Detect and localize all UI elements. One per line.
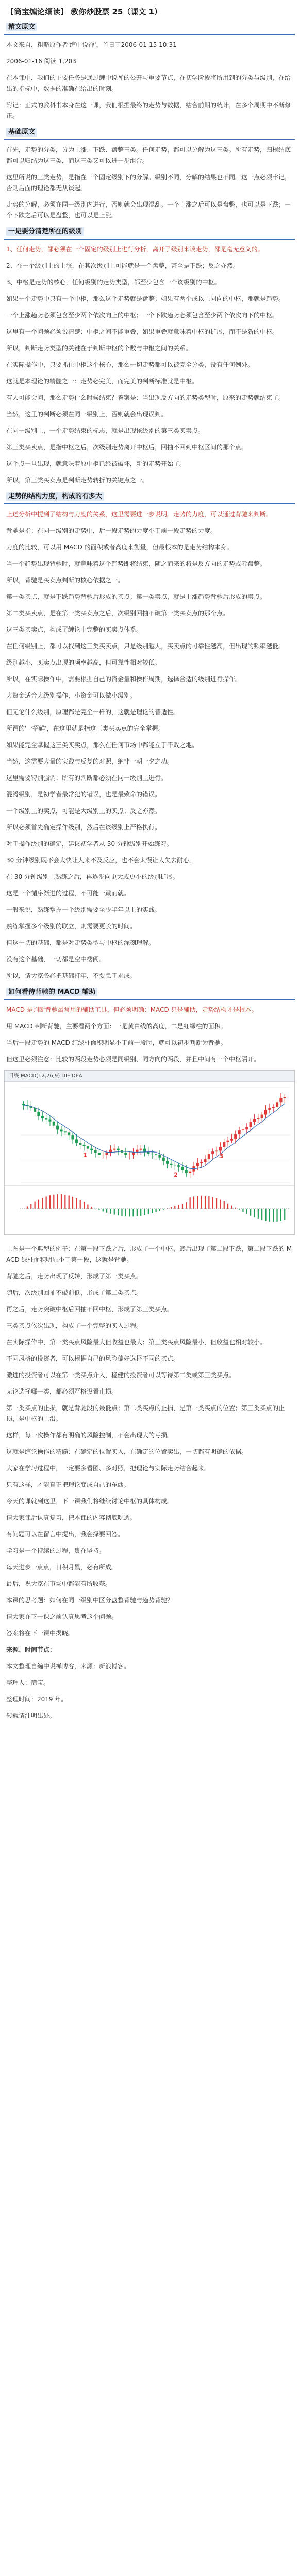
kline-canvas — [5, 1082, 295, 1234]
macd-histogram-bar — [242, 1209, 243, 1212]
candle-body — [227, 1141, 229, 1142]
paragraph: 力度的比较，可以用 MACD 的面积或者高度来衡量，但最根本的是走势结构本身。 — [6, 544, 233, 551]
macd-histogram-bar — [53, 1195, 54, 1209]
macd-histogram-bar — [30, 1204, 31, 1209]
macd-histogram-bar — [80, 1200, 81, 1209]
section-macd — [4, 987, 295, 1065]
paragraph: 30 分钟级别既不会太快让人来不及反应，也不会太慢让人失去耐心。 — [6, 857, 196, 864]
buy-point-label: 1 — [82, 1151, 87, 1159]
candle-body — [196, 1163, 199, 1166]
candle-body — [158, 1155, 161, 1158]
paragraph: 3、中枢是走势的核心，任何级别的走势类型，都至少包含一个该级别的中枢。 — [6, 279, 221, 286]
macd-histogram-bar — [49, 1195, 51, 1209]
article-meta: 2006-01-16 阅读 1,203 — [6, 58, 76, 65]
candle-body — [181, 1167, 184, 1170]
macd-histogram-bar — [106, 1209, 107, 1213]
paragraph: 只有这样，才能真正把理论变成自己的东西。 — [6, 1481, 130, 1488]
paragraph: 这样，每一次操作都有明确的风险控制，不会出现大的亏损。 — [6, 1432, 174, 1439]
paragraph: 用 MACD 判断背驰，主要看两个方面：一是黄白线的高度，二是红绿柱的面积。 — [6, 1023, 227, 1030]
buy-point-label: 3 — [219, 1153, 224, 1160]
paragraph: 当然，这里的判断必须在同一级别上，否则就会出现误判。 — [6, 411, 168, 418]
candle-body — [268, 1108, 271, 1109]
stock-kline-chart — [4, 1070, 295, 1235]
candle-body — [34, 1108, 36, 1112]
paragraph: 上述分析中提到了结构与力度的关系，这里需要进一步说明。走势的力度，可以通过背驰来判断。 — [6, 511, 273, 518]
paragraph: 第二类买卖点，是在第一类买卖点之后，次级别回抽不破第一类买卖点的那个点。 — [6, 609, 229, 617]
macd-histogram-bar — [190, 1197, 191, 1209]
macd-histogram-bar — [148, 1209, 149, 1214]
macd-histogram-bar — [27, 1206, 28, 1209]
macd-histogram-bar — [110, 1209, 111, 1214]
macd-histogram-bar — [64, 1195, 65, 1209]
candle-body — [68, 1132, 70, 1135]
candle-body — [98, 1153, 101, 1155]
paragraph: 每天进步一点点，日积月累，必有所成。 — [6, 1564, 118, 1571]
section-divider — [4, 239, 295, 240]
candle-body — [82, 1145, 85, 1146]
paragraph: 不同风格的投资者，可以根据自己的风险偏好选择不同的买点。 — [6, 1355, 180, 1362]
macd-histogram-bar — [254, 1209, 255, 1217]
macd-histogram-bar — [34, 1202, 35, 1209]
macd-histogram-bar — [84, 1202, 85, 1209]
candle-body — [87, 1146, 89, 1149]
macd-histogram-bar — [182, 1204, 183, 1209]
section-divider — [4, 34, 295, 35]
candle-body — [162, 1158, 165, 1161]
paragraph: 首先，走势的分类，分为上涨、下跌、盘整三类。任何走势，都可以分解为这三类。所有走势，归根结底都可以归结为这三类，而这三类又可以进一步组合。 — [6, 146, 291, 164]
macd-histogram-bar — [38, 1200, 39, 1209]
paragraph: 所谓的'一招鲜'，在这里就是指这三类买卖点的完全掌握。 — [6, 725, 164, 732]
paragraph: 有人可能会问，那么走势什么时候结束？答案是：当出现反方向的走势类型时，原来的走势就结束了。 — [6, 394, 285, 401]
section-heading: 一是要分清楚所在的级别 — [4, 226, 295, 238]
candle-body — [90, 1149, 93, 1150]
candle-body — [166, 1161, 169, 1163]
paragraph: 三类买点依次出现，构成了一个完整的买入过程。 — [6, 1322, 143, 1329]
candle-body — [223, 1142, 225, 1147]
candle-body — [238, 1130, 241, 1134]
section-divider — [4, 999, 295, 1000]
macd-histogram-bar — [284, 1209, 285, 1220]
macd-histogram-bar — [129, 1209, 130, 1216]
candle-body — [170, 1164, 172, 1165]
paragraph: 第一类买点的止损，就是背驰段的最低点；第二类买点的止损，是第一类买点的位置；第三类买点的止损，是中枢的上沿。 — [6, 1404, 285, 1422]
macd-histogram-bar — [258, 1209, 259, 1219]
paragraph: 如果一个走势中只有一个中枢，那么这个走势就是盘整；如果有两个或以上同向的中枢，那就是趋势。 — [6, 295, 285, 302]
paragraph: 学习是一个持续的过程，贵在坚持。 — [6, 1547, 106, 1554]
section-original-text — [4, 22, 295, 122]
paragraph: 大家在学习过程中，一定要多看图、多对照，把理论与实际走势结合起来。 — [6, 1465, 211, 1472]
candle-body — [177, 1165, 180, 1167]
paragraph: 所以，在实际操作中，需要根据自己的资金量和操作周期，选择合适的级别进行操作。 — [6, 675, 242, 683]
macd-histogram-bar — [87, 1205, 88, 1209]
section-heading: 基础原文 — [4, 127, 295, 138]
candle-body — [75, 1139, 78, 1143]
paragraph: 所以，第三类买卖点是判断走势转折的关键点之一。 — [6, 477, 149, 484]
candle-body — [113, 1149, 115, 1150]
macd-histogram-bar — [137, 1209, 138, 1216]
macd-histogram-bar — [159, 1209, 160, 1211]
macd-histogram-bar — [276, 1209, 277, 1222]
candle-body — [140, 1149, 142, 1150]
paragraph: 这里需要特别强调：所有的判断都必须在同一级别上进行。 — [6, 774, 168, 782]
paragraph: 如果能完全掌握这三类买卖点，那么在任何市场中都能立于不败之地。 — [6, 741, 198, 749]
candle-body — [264, 1110, 267, 1115]
candle-body — [245, 1127, 248, 1130]
paragraph: 在本课中，我们的主要任务是通过缠中说禅的公开与重要节点，在初学阶段将所用到的分类与级别，在给出的指标中，数据的准确在给出的时刻。 — [6, 74, 291, 92]
paragraph: 1、任何走势，都必须在一个固定的级别上进行分析，离开了级别来谈走势，都是毫无意义的。 — [6, 246, 264, 253]
macd-histogram-bar — [72, 1197, 73, 1209]
candle-body — [200, 1162, 203, 1163]
candle-body — [109, 1150, 112, 1153]
macd-histogram-bar — [224, 1201, 225, 1209]
section-heading: 如何看待背驰的 MACD 辅助 — [4, 987, 295, 998]
macd-histogram-bar — [114, 1209, 115, 1215]
paragraph: 整理时间：2019 年。 — [6, 1696, 68, 1703]
candle-body — [71, 1135, 74, 1139]
paragraph: 最后，祝大家在市场中都能有所收获。 — [6, 1580, 112, 1587]
macd-histogram-bar — [140, 1209, 141, 1216]
section-sources — [4, 1644, 295, 1722]
macd-histogram-bar — [174, 1206, 175, 1209]
candle-body — [272, 1107, 275, 1108]
candle-body — [53, 1122, 55, 1126]
section-basic-text — [4, 127, 295, 222]
article-meta: 本文来自，粗略原作者'缠中说禅'，首日于2006-01-15 10:31 — [6, 41, 177, 48]
buy-point-label: 2 — [173, 1171, 178, 1179]
paragraph: 一个上涨趋势必须包含至少两个依次向上的中枢；一个下跌趋势必须包含至少两个依次向下的中枢。 — [6, 312, 279, 319]
macd-histogram-bar — [57, 1194, 58, 1209]
macd-histogram-bar — [227, 1204, 228, 1209]
paragraph: 这是一个循序渐进的过程，不可能一蹴而就。 — [6, 890, 130, 897]
paragraph: 转载请注明出处。 — [6, 1712, 56, 1719]
paragraph: 走势的分解，必须在同一级别内进行，否则就会出现混乱。一个上涨之后可以是盘整，也可以是下跌；一个下跌之后可以是盘整，也可以是上涨。 — [6, 201, 291, 219]
paragraph: 附记：正式的教科书本身在这一课，我们根据最终的走势与数据，结合前期的统计，在多个周期中不断修正。 — [6, 101, 291, 120]
macd-histogram-bar — [197, 1196, 198, 1209]
candle-body — [230, 1139, 233, 1141]
paragraph: 这里所说的三类走势，是指在一个固定级别下的分解。级别不同，分解的结果也不同。这一点必须牢记，否则后面的理论都无从谈起。 — [6, 174, 291, 192]
paragraph: 再之后，走势突破中枢后回抽不回中枢，形成了第三类买点。 — [6, 1306, 174, 1313]
candle-body — [234, 1134, 237, 1139]
macd-histogram-bar — [61, 1194, 62, 1209]
macd-histogram-bar — [121, 1209, 122, 1216]
document-title: 【筒宝缠论细读】 教你炒股票 25（课文 1） — [6, 7, 162, 16]
paragraph: 上图是一个典型的例子：在第一段下跌之后，形成了一个中枢，然后出现了第二段下跌，第二段下跌的 MACD 绿柱面积明显小于第一段，这就是背驰。 — [6, 1245, 292, 1263]
paragraph: 来源、时间节点： — [6, 1646, 56, 1653]
paragraph: 无论选择哪一类，都必须严格设置止损。 — [6, 1388, 118, 1395]
candle-body — [242, 1129, 244, 1130]
candle-body — [143, 1149, 146, 1152]
candle-body — [79, 1143, 81, 1145]
macd-histogram-bar — [269, 1209, 270, 1222]
candle-body — [261, 1115, 263, 1118]
paragraph: 请大家在下一课之前认真思考这个问题。 — [6, 1613, 118, 1620]
paragraph: 没有这个基础，一切都是空中楼阁。 — [6, 956, 106, 963]
paragraph: 背驰之后，走势出现了反转，形成了第一类买点。 — [6, 1273, 143, 1280]
candle-body — [211, 1151, 214, 1154]
paragraph: 一般来说，熟练掌握一个级别需要至少半年以上的实践。 — [6, 906, 161, 913]
paragraph: 今天的课就到这里，下一课我们将继续讨论中枢的具体构成。 — [6, 1498, 174, 1505]
paragraph: 当然，这需要大量的实践与反复的对照，绝非一朝一夕之功。 — [6, 758, 174, 765]
macd-histogram-bar — [144, 1209, 145, 1215]
macd-histogram-bar — [261, 1209, 262, 1220]
paragraph: 所以必须首先确定操作级别，然后在该级别上严格执行。 — [6, 824, 161, 831]
paragraph: 这三类买卖点，构成了缠论中完整的买卖点体系。 — [6, 626, 143, 633]
candle-body — [48, 1120, 51, 1122]
macd-histogram-bar — [76, 1198, 77, 1209]
candle-body — [155, 1154, 157, 1155]
paragraph: 混淆级别，是初学者最常犯的错误，也是最致命的错误。 — [6, 791, 161, 798]
candle-body — [106, 1153, 108, 1155]
section-divider — [4, 503, 295, 504]
candle-body — [208, 1154, 210, 1159]
macd-histogram-bar — [42, 1198, 43, 1209]
paragraph: 2、在一个级别上的上涨，在其次级别上可能就是一个盘整，甚至是下跌；反之亦然。 — [6, 262, 239, 269]
candle-body — [253, 1119, 256, 1122]
candle-body — [94, 1150, 97, 1153]
paragraph: 这就是缠论操作的精髓：在确定的位置买入，在确定的位置卖出，一切都有明确的依据。 — [6, 1448, 248, 1455]
paragraph: 这就是本理论的精髓之一：走势必完美，而完美的判断标准就是中枢。 — [6, 378, 198, 385]
macd-histogram-bar — [246, 1209, 247, 1214]
candle-body — [136, 1150, 138, 1153]
paragraph: 但这一切的基础，都是对走势类型与中枢的深刻理解。 — [6, 939, 155, 946]
section-chart-explanation — [4, 1243, 295, 1639]
macd-histogram-bar — [125, 1209, 126, 1216]
macd-histogram-bar — [118, 1209, 119, 1215]
candle-body — [250, 1122, 252, 1127]
candle-body — [215, 1151, 218, 1152]
macd-histogram-bar — [216, 1198, 217, 1209]
macd-histogram-bar — [91, 1207, 92, 1209]
paragraph: 这里有一个问题必须说清楚：中枢之间不能重叠，如果重叠就意味着中枢的扩展，而不是新的中枢。 — [6, 328, 279, 335]
paragraph: 背驰是指：在同一级别的走势中，后一段走势的力度小于前一段走势的力度。 — [6, 527, 217, 534]
candle-body — [204, 1159, 206, 1162]
paragraph: 所以，请大家务必把基础打牢，不要急于求成。 — [6, 972, 137, 979]
macd-histogram-bar — [220, 1200, 221, 1209]
candle-body — [45, 1118, 47, 1120]
paragraph: 第一类买点，就是下跌趋势背驰后形成的买点；第一类卖点，就是上涨趋势背驰后形成的卖点。 — [6, 593, 267, 600]
paragraph: 但无论什么级别，原理都是完全一样的，这就是理论的普适性。 — [6, 708, 180, 716]
paragraph: 一个级别上的卖点，可能是大级别上的买点；反之亦然。 — [6, 807, 161, 815]
macd-histogram-bar — [152, 1209, 153, 1213]
macd-histogram-bar — [46, 1196, 47, 1209]
macd-histogram-bar — [155, 1209, 156, 1212]
paragraph: 激进的投资者可以在第一类买点介入，稳健的投资者可以等待第二类或第三类买点。 — [6, 1371, 236, 1379]
macd-histogram-bar — [250, 1209, 251, 1216]
paragraph: 本课的思考题：如何在同一级别中区分盘整背驰与趋势背驰？ — [6, 1597, 174, 1604]
section-level — [4, 226, 295, 486]
macd-histogram-bar — [212, 1197, 213, 1209]
paragraph: 级别越小，买卖点出现的频率越高，但可靠性相对较低。 — [6, 659, 161, 666]
macd-histogram-bar — [178, 1205, 179, 1209]
paragraph: 所以，背驰是买卖点判断的核心依据之一。 — [6, 577, 124, 584]
paragraph: 但这里必须注意：比较的两段走势必须是同级别、同方向的两段，并且中间有一个中枢隔开。 — [6, 1056, 260, 1063]
macd-histogram-bar — [193, 1196, 194, 1209]
candle-body — [132, 1153, 135, 1155]
paragraph: 答案将在下一课中揭晓。 — [6, 1630, 75, 1637]
paragraph: 第三类买卖点，是指中枢之后，次级别走势离开中枢后，回抽不回到中枢区间的那个点。 — [6, 444, 248, 451]
candle-body — [56, 1126, 59, 1130]
candle-body — [189, 1172, 191, 1173]
section-heading: 走势的结构力度，构成的有多大 — [4, 491, 295, 502]
macd-histogram-bar — [201, 1196, 202, 1209]
paragraph: 请大家课后认真复习，把本课的内容彻底吃透。 — [6, 1514, 137, 1521]
candle-body — [279, 1098, 282, 1102]
candle-body — [60, 1129, 62, 1131]
section-divider — [4, 139, 295, 140]
candle-body — [185, 1170, 188, 1173]
paragraph: 随后，次级别回抽不破前低，形成了第二类买点。 — [6, 1289, 143, 1296]
macd-histogram-bar — [69, 1196, 70, 1209]
candle-body — [117, 1149, 120, 1150]
paragraph: 在实际操作中，第一类买点风险最大但收益也最大；第三类买点风险最小，但收益也相对较小。 — [6, 1338, 267, 1346]
paragraph: 熟练掌握多个级别的联立，则需要更长的时间。 — [6, 923, 137, 930]
chart-toolbar: 日线 MACD(12,26,9) DIF DEA — [5, 1071, 294, 1082]
candle-body — [219, 1147, 222, 1151]
paragraph: 所以，判断走势类型的关键在于判断中枢的个数与中枢之间的关系。 — [6, 345, 192, 352]
macd-histogram-bar — [208, 1196, 209, 1209]
macd-histogram-bar — [205, 1196, 206, 1209]
section-structure-strength — [4, 491, 295, 982]
paragraph: 有问题可以在留言中提出，我会择要回答。 — [6, 1531, 124, 1538]
macd-histogram-bar — [186, 1202, 187, 1209]
paragraph: 在 30 分钟级别上熟练之后，再逐步向更大或更小的级别扩展。 — [6, 873, 179, 880]
paragraph: 整理人：筒宝。 — [6, 1679, 50, 1686]
candle-body — [276, 1102, 278, 1107]
macd-histogram-bar — [273, 1209, 274, 1222]
paragraph: 在同一级别上，一个走势结束的标志，就是出现该级别的第三类买卖点。 — [6, 427, 205, 434]
paragraph: 当一个趋势出现背驰时，就意味着这个趋势即将结束，随之而来的将是反方向的走势或者盘整。 — [6, 560, 267, 567]
macd-histogram-bar — [231, 1206, 232, 1209]
macd-histogram-bar — [132, 1209, 134, 1216]
paragraph: 对于操作级别的确定，建议初学者从 30 分钟级别开始练习。 — [6, 840, 173, 848]
paragraph: 在实际操作中，只要抓住中枢这个核心，那么一切走势都可以被完全分类，没有任何例外。 — [6, 361, 254, 368]
paragraph: MACD 是判断背驰最常用的辅助工具，但必须明确：MACD 只是辅助，走势结构才是根本。 — [6, 1006, 258, 1013]
paragraph: 当后一段走势的 MACD 红绿柱面积明显小于前一段时，就可以初步判断为背驰。 — [6, 1039, 227, 1046]
macd-histogram-bar — [265, 1209, 266, 1221]
macd-histogram-bar — [280, 1209, 281, 1221]
section-heading: 精文原文 — [4, 22, 295, 33]
macd-histogram-bar — [103, 1209, 104, 1211]
candle-body — [37, 1112, 40, 1116]
paragraph: 这个点一旦出现，就意味着原中枢已经被破坏，新的走势开始了。 — [6, 460, 186, 467]
paragraph: 本文整理自缠中说禅博客，来源：新浪博客。 — [6, 1663, 130, 1670]
candle-body — [284, 1097, 286, 1098]
paragraph: 大资金适合大级别操作，小资金可以做小级别。 — [6, 692, 137, 699]
candle-body — [64, 1131, 67, 1132]
candle-body — [124, 1153, 127, 1155]
candle-body — [41, 1116, 44, 1118]
paragraph: 在任何级别上，都可以找到这三类买卖点，只是级别越大，买卖点的可靠性越高，但出现的频率越低。 — [6, 642, 285, 650]
